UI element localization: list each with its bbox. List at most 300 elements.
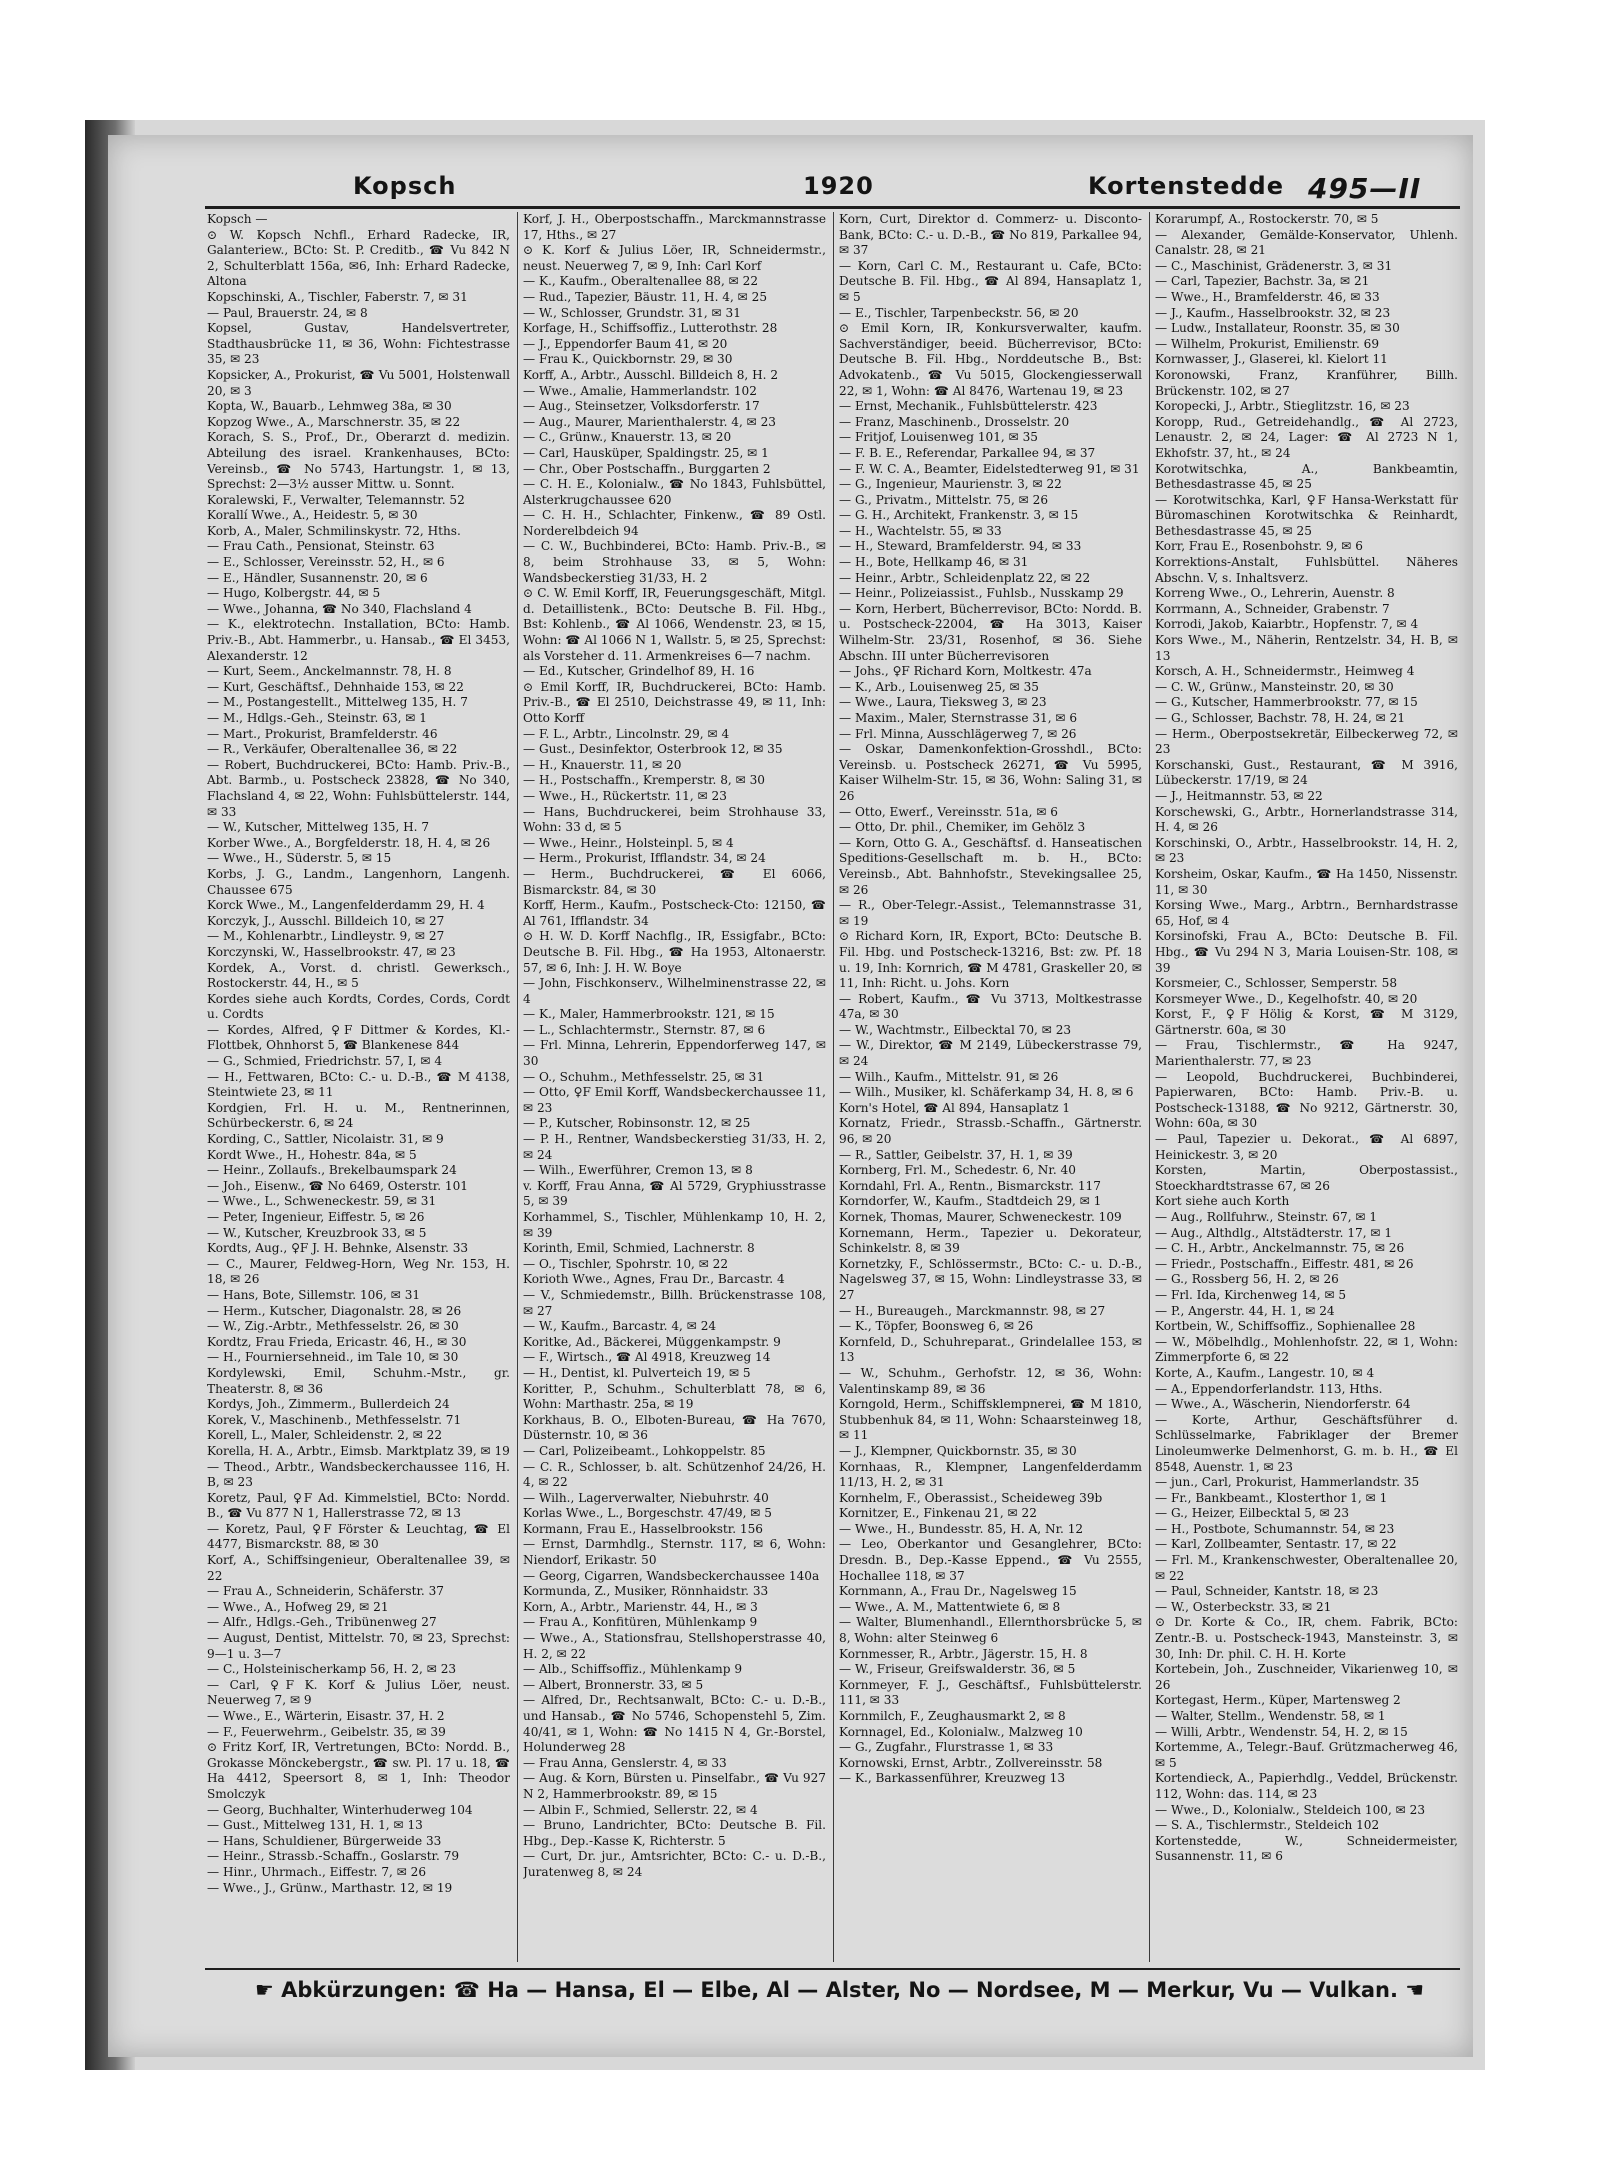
- directory-entry: Korndorfer, W., Kaufm., Stadtdeich 29, ✉ 1: [839, 1194, 1102, 1209]
- directory-entry: — Frl. Minna, Lehrerin, Eppendorferweg 147, ✉ 30: [523, 1038, 826, 1069]
- directory-entry: — R., Verkäufer, Oberaltenallee 36, ✉ 22: [207, 742, 458, 757]
- directory-entry: Korsinofski, Frau A., BCto: Deutsche B. Fil. Hbg., ☎ Vu 294 N 3, Maria Louisen-Str. 108, ✉ 39: [1155, 929, 1458, 975]
- directory-entry: — Frl. Ida, Kirchenweg 14, ✉ 5: [1155, 1287, 1347, 1302]
- directory-entry: — C. W., Grünw., Mansteinstr. 20, ✉ 30: [1155, 679, 1394, 694]
- directory-entry: — Wwe., J., Grünw., Marthastr. 12, ✉ 19: [207, 1880, 453, 1895]
- directory-entry: Koritke, Ad., Bäckerei, Müggenkampstr. 9: [523, 1334, 781, 1349]
- directory-entry: Korb, A., Maler, Schmilinskystr. 72, Hths.: [207, 523, 461, 538]
- directory-entry: Kornitzer, E., Finkenau 21, ✉ 22: [839, 1506, 1037, 1521]
- directory-entry: — Frau A., Schneiderin, Schäferstr. 37: [207, 1584, 444, 1599]
- directory-entry: — Paul, Schneider, Kantstr. 18, ✉ 23: [1155, 1584, 1379, 1599]
- directory-entry: Kornmeyer, F. J., Geschäftsf., Fuhlsbüttelerstr. 111, ✉ 33: [839, 1677, 1142, 1708]
- directory-entry: — K., Kaufm., Oberaltenallee 88, ✉ 22: [523, 274, 759, 289]
- directory-entry: — Albin F., Schmied, Sellerstr. 22, ✉ 4: [523, 1802, 758, 1817]
- directory-entry: — K., Töpfer, Boonsweg 6, ✉ 26: [839, 1319, 1034, 1334]
- directory-entry: — Aug., Maurer, Marienthalerstr. 4, ✉ 23: [523, 414, 777, 429]
- directory-entry: — Aug. & Korn, Bürsten u. Pinselfabr., ☎ Vu 927 N 2, Hammerbrookstr. 89, ✉ 15: [523, 1771, 826, 1801]
- directory-entry: ⊙ Emil Korn, IR, Konkursverwalter, kaufm. Sachverständiger, beeid. Bücherrevisor, BCto: Deutsche B. Fil. Hbg., Norddeutsche B., Bst: Advokatenb., ☎ Vu 5015, Glockengiesserwall 22, ✉ 1, Wohn: ☎ Al 8476, Wartenau 19, ✉ 23: [839, 321, 1142, 398]
- directory-entry: Kortebein, Joh., Zuschneider, Vikarienweg 10, ✉ 26: [1155, 1662, 1458, 1692]
- directory-entry: Korinth, Emil, Schmied, Lachnerstr. 8: [523, 1241, 755, 1256]
- directory-entry: — Wwe., Heinr., Holsteinpl. 5, ✉ 4: [523, 835, 734, 850]
- directory-entry: Korotwitschka, A., Bankbeamtin, Bethesdastrasse 45, ✉ 25: [1155, 461, 1458, 492]
- directory-entry: Korrodi, Jakob, Kaiarbtr., Hopfenstr. 7, ✉ 4: [1155, 617, 1419, 632]
- directory-entry: Koretz, Paul, ♀F Ad. Kimmelstiel, BCto: Nordd. B., ☎ Vu 877 N 1, Hallerstrasse 72, ✉ 13: [207, 1490, 510, 1521]
- header-last-entry: Kortenstedde: [1088, 172, 1285, 200]
- directory-entry: — Fritjof, Louisenweg 101, ✉ 35: [839, 430, 1038, 445]
- directory-entry: — Hans, Schuldiener, Bürgerweide 33: [207, 1833, 442, 1848]
- directory-entry: Kopta, W., Bauarb., Lehmweg 38a, ✉ 30: [207, 399, 452, 414]
- directory-entry: — Wwe., E., Wärterin, Eisastr. 37, H. 2: [207, 1709, 445, 1723]
- directory-entry: — R., Sattler, Geibelstr. 37, H. 1, ✉ 39: [839, 1147, 1073, 1162]
- directory-entry: — Heinr., Zollaufs., Brekelbaumspark 24: [207, 1163, 457, 1178]
- directory-entry: — Wwe., A., Wäscherin, Niendorferstr. 64: [1155, 1397, 1411, 1412]
- directory-entry: Kort siehe auch Korth: [1155, 1194, 1290, 1209]
- directory-entry: — W., Wachtmstr., Eilbecktal 70, ✉ 23: [839, 1022, 1072, 1037]
- directory-entry: Korioth Wwe., Agnes, Frau Dr., Barcastr. 4: [523, 1272, 785, 1287]
- footer-divider: [205, 1968, 1460, 1970]
- directory-entry: — Frau Anna, Genslerstr. 4, ✉ 33: [523, 1755, 727, 1770]
- directory-entry: Kopschinski, A., Tischler, Faberstr. 7, ✉ 31: [207, 289, 468, 304]
- directory-entry: — Wwe., A., Hofweg 29, ✉ 21: [207, 1599, 389, 1614]
- directory-entry: — Carl, Polizeibeamt., Lohkoppelstr. 85: [523, 1443, 766, 1458]
- directory-entry: — Koretz, Paul, ♀F Förster & Leuchtag, ☎ El 4477, Bismarckstr. 88, ✉ 30: [207, 1521, 510, 1552]
- directory-entry: — Heinr., Polizeiassist., Fuhlsb., Nusskamp 29: [839, 586, 1124, 601]
- directory-entry: — Herm., Buchdruckerei, ☎ El 6066, Bismarckstr. 84, ✉ 30: [523, 866, 826, 897]
- directory-entry: — V., Schmiedemstr., Billh. Brückenstrasse 108, ✉ 27: [523, 1287, 826, 1318]
- header-first-entry: Kopsch: [353, 172, 457, 200]
- page-header: [198, 172, 1468, 208]
- directory-entry: — Paul, Brauerstr. 24, ✉ 8: [207, 305, 368, 320]
- directory-entry: Koralewski, F., Verwalter, Telemannstr. 52: [207, 492, 465, 507]
- directory-entry: ⊙ H. W. D. Korff Nachflg., IR, Essigfabr., BCto: Deutsche B. Fil. Hbg., ☎ Ha 1953, Altonaerstr. 57, ✉ 6, Inh: J. H. W. Boye: [523, 929, 826, 975]
- directory-entry: — O., Schuhm., Methfesselstr. 25, ✉ 31: [523, 1069, 765, 1084]
- directory-entry: — Georg, Buchhalter, Winterhuderweg 104: [207, 1802, 473, 1817]
- directory-entry: Kornemann, Herm., Tapezier u. Dekorateur, Schinkelstr. 8, ✉ 39: [839, 1225, 1142, 1256]
- directory-entry: — W., Möbelhdlg., Mohlenhofstr. 22, ✉ 1, Wohn: Zimmerpforte 6, ✉ 22: [1155, 1334, 1458, 1365]
- directory-entry: Kornek, Thomas, Maurer, Schweneckestr. 109: [839, 1210, 1122, 1224]
- header-divider: [205, 206, 1460, 209]
- directory-entry: — Hugo, Kolbergstr. 44, ✉ 5: [207, 586, 381, 601]
- directory-entry: Korte, A., Kaufm., Langestr. 10, ✉ 4: [1155, 1365, 1375, 1380]
- directory-entry: Kornhaas, R., Klempner, Langenfelderdamm 11/13, H. 2, ✉ 31: [839, 1459, 1142, 1490]
- directory-entry: — W., Friseur, Greifswalderstr. 36, ✉ 5: [839, 1662, 1076, 1677]
- directory-entry: Korsmeier, C., Schlosser, Semperstr. 58: [1155, 976, 1398, 991]
- directory-entry: Korczyk, J., Ausschl. Billdeich 10, ✉ 27: [207, 913, 445, 928]
- abbreviations-footer: ☛ Abkürzungen: ☎ Ha — Hansa, El — Elbe, Al — Alster, No — Nordsee, M — Merkur, Vu — Vulkan. ☚: [255, 1978, 1425, 2002]
- directory-entry: Koronowski, Franz, Kranführer, Billh. Brückenstr. 102, ✉ 27: [1155, 367, 1458, 398]
- directory-entry: — Georg, Cigarren, Wandsbeckerchaussee 140a: [523, 1568, 820, 1583]
- directory-entry: — Leopold, Buchdruckerei, Buchbinderei, Papierwaren, BCto: Hamb. Priv.-B. u. Postscheck-13188, ☎ No 9212, Gärtnerstr. 30, Wohn: 60a, ✉ 30: [1155, 1069, 1458, 1131]
- directory-entry: Korell, L., Maler, Schleidenstr. 2, ✉ 22: [207, 1428, 443, 1443]
- directory-entry: — Frau K., Quickbornstr. 29, ✉ 30: [523, 352, 733, 367]
- directory-entry: — Alfr., Hdlgs.-Geh., Tribünenweg 27: [207, 1615, 437, 1630]
- directory-entry: — Kurt, Seem., Anckelmannstr. 78, H. 8: [207, 664, 452, 679]
- directory-entry: — Otto, ♀F Emil Korff, Wandsbeckerchaussee 11, ✉ 23: [523, 1085, 826, 1115]
- directory-entry: — W., Schlosser, Grundstr. 31, ✉ 31: [523, 305, 741, 320]
- directory-entry: — Robert, Kaufm., ☎ Vu 3713, Moltkestrasse 47a, ✉ 30: [839, 991, 1142, 1022]
- directory-entry: — Korte, Arthur, Geschäftsführer d. Schlüsselmarke, Fabriklager der Bremer Linoleumwerke Delmenhorst, G. m. b. H., ☎ El 8548, Auenstr. 1, ✉ 23: [1155, 1412, 1458, 1474]
- directory-entry: Korrektions-Anstalt, Fuhlsbüttel. Näheres Abschn. V, s. Inhaltsverz.: [1155, 555, 1458, 585]
- directory-entry: ⊙ Fritz Korf, IR, Vertretungen, BCto: Nordd. B., Grokasse Mönckebergstr., ☎ sw. Pl. 17 u. 18, ☎ Ha 4412, Speersort 8, ✉ 1, Inh: Theodor Smolczyk: [207, 1740, 510, 1801]
- directory-entry: Kopsch —: [207, 212, 268, 226]
- directory-entry: — H., Knauerstr. 11, ✉ 20: [523, 757, 682, 772]
- directory-entry: Korbs, J. G., Landm., Langenhorn, Langenh. Chaussee 675: [207, 866, 510, 897]
- directory-entry: — Wwe., H., Bramfelderstr. 46, ✉ 33: [1155, 289, 1380, 304]
- directory-entry: — Hans, Buchdruckerei, beim Strohhause 33, Wohn: 33 d, ✉ 5: [523, 804, 826, 835]
- directory-entry: Korkhaus, B. O., Elboten-Bureau, ☎ Ha 7670, Düsternstr. 10, ✉ 36: [523, 1412, 826, 1443]
- directory-entry: — R., Ober-Telegr.-Assist., Telemannstrasse 31, ✉ 19: [839, 898, 1142, 928]
- directory-entry: Kortenstedde, W., Schneidermeister, Susannenstr. 11, ✉ 6: [1155, 1833, 1458, 1864]
- directory-entry: Kornmann, A., Frau Dr., Nagelsweg 15: [839, 1584, 1077, 1599]
- directory-entry: — Alb., Schiffsoffiz., Mühlenkamp 9: [523, 1662, 743, 1677]
- directory-entry: — G., Schlosser, Bachstr. 78, H. 24, ✉ 21: [1155, 711, 1406, 725]
- directory-entry: — G., Rossberg 56, H. 2, ✉ 26: [1155, 1272, 1339, 1287]
- directory-entry: — G., Kutscher, Hammerbrookstr. 77, ✉ 15: [1155, 695, 1418, 710]
- directory-entry: — C. H. H., Schlachter, Finkenw., ☎ 89 Ostl. Norderelbdeich 94: [523, 508, 826, 538]
- directory-entry: Kornetzky, F., Schlössermstr., BCto: C.- u. D.-B., Nagelsweg 37, ✉ 15, Wohn: Lindleystrasse 33, ✉ 27: [839, 1256, 1142, 1302]
- directory-entry: Kormunda, Z., Musiker, Rönnhaidstr. 33: [523, 1584, 769, 1599]
- directory-entry: — Herm., Oberpostsekretär, Eilbeckerweg 72, ✉ 23: [1155, 726, 1458, 757]
- directory-entry: Kortemme, A., Telegr.-Bauf. Grützmacherweg 46, ✉ 5: [1155, 1740, 1458, 1770]
- directory-entry: Kornfeld, D., Schuhreparat., Grindelallee 153, ✉ 13: [839, 1334, 1142, 1365]
- directory-entry: — W., Kutscher, Kreuzbrook 33, ✉ 5: [207, 1225, 427, 1240]
- directory-entry: — Carl, Tapezier, Bachstr. 3a, ✉ 21: [1155, 274, 1370, 289]
- directory-entry: — Korn, Carl C. M., Restaurant u. Cafe, BCto: Deutsche B. Fil. Hbg., ☎ Al 894, Hansaplatz 1, ✉ 5: [839, 258, 1142, 304]
- directory-entry: — Ernst, Darmhdlg., Sternstr. 117, ✉ 6, Wohn: Niendorf, Erikastr. 50: [523, 1537, 826, 1568]
- directory-entry: Korf, A., Schiffsingenieur, Oberaltenallee 39, ✉ 22: [207, 1553, 510, 1583]
- directory-entry: Korn's Hotel, ☎ Al 894, Hansaplatz 1: [839, 1100, 1071, 1115]
- directory-entry: — Maxim., Maler, Sternstrasse 31, ✉ 6: [839, 711, 1078, 725]
- directory-entry: — J., Eppendorfer Baum 41, ✉ 20: [523, 336, 728, 351]
- directory-entry: Korsten, Martin, Oberpostassist., Stoeckhardtstrasse 67, ✉ 26: [1155, 1163, 1458, 1193]
- directory-entry: Koritter, P., Schuhm., Schulterblatt 78, ✉ 6, Wohn: Marthastr. 25a, ✉ 19: [523, 1381, 826, 1412]
- directory-entry: — F., Feuerwehrm., Geibelstr. 35, ✉ 39: [207, 1724, 446, 1739]
- directory-entry: — Gust., Desinfektor, Osterbrook 12, ✉ 35: [523, 742, 783, 757]
- directory-entry: — H., Postschaffn., Kremperstr. 8, ✉ 30: [523, 773, 765, 788]
- directory-entry: — L., Schlachtermstr., Sternstr. 87, ✉ 6: [523, 1022, 766, 1037]
- directory-entry: Kordylewski, Emil, Schuhm.-Mstr., gr. Theaterstr. 8, ✉ 36: [207, 1365, 510, 1396]
- directory-entry: — jun., Carl, Prokurist, Hammerlandstr. 35: [1155, 1475, 1420, 1490]
- directory-entry: — Leo, Oberkantor und Gesanglehrer, BCto: Dresdn. B., Dep.-Kasse Eppend., ☎ Vu 2555, Hochallee 118, ✉ 37: [839, 1537, 1142, 1583]
- directory-entry: — Carl, Hausküper, Spaldingstr. 25, ✉ 1: [523, 445, 769, 460]
- directory-entry: — O., Tischler, Spohrstr. 10, ✉ 22: [523, 1256, 729, 1271]
- directory-entry: — Walter, Blumenhandl., Ellernthorsbrücke 5, ✉ 8, Wohn: alter Steinweg 6: [839, 1615, 1142, 1646]
- directory-entry: — Wwe., A. M., Mattentwiete 6, ✉ 8: [839, 1599, 1061, 1614]
- directory-entry: Korst, F., ♀F Hölig & Korst, ☎ M 3129, Gärtnerstr. 60a, ✉ 30: [1155, 1007, 1458, 1037]
- directory-entry: — E., Tischler, Tarpenbeckstr. 56, ✉ 20: [839, 305, 1079, 320]
- directory-entry: — W., Kutscher, Mittelweg 135, H. 7: [207, 820, 430, 835]
- directory-entry: Korschewski, G., Arbtr., Hornerlandstrasse 314, H. 4, ✉ 26: [1155, 804, 1458, 835]
- directory-entry: Korarumpf, A., Rostockerstr. 70, ✉ 5: [1155, 212, 1379, 226]
- directory-entry: — Wwe., Amalie, Hammerlandstr. 102: [523, 383, 757, 398]
- directory-entry: — Korotwitschka, Karl, ♀F Hansa-Werkstatt für Büromaschinen Korotwitschka & Reinhardt, Bethesdastrasse 45, ✉ 25: [1155, 492, 1458, 538]
- directory-entry: — W., Direktor, ☎ M 2149, Lübeckerstrasse 79, ✉ 24: [839, 1038, 1142, 1069]
- directory-entry: Kornowski, Ernst, Arbtr., Zollvereinsstr. 58: [839, 1755, 1103, 1770]
- directory-entry: — W., Zig.-Arbtr., Methfesselstr. 26, ✉ 30: [207, 1319, 459, 1334]
- directory-entry: Kornnagel, Ed., Kolonialw., Malzweg 10: [839, 1724, 1083, 1739]
- directory-entry: — H., Fourniersehneid., im Tale 10, ✉ 30: [207, 1350, 459, 1365]
- directory-entry: Korlas Wwe., L., Borgeschstr. 47/49, ✉ 5: [523, 1506, 772, 1521]
- directory-column-4: [1155, 212, 1458, 1962]
- directory-entry: — H., Postbote, Schumannstr. 54, ✉ 23: [1155, 1521, 1395, 1536]
- directory-entry: — Fr., Bankbeamt., Klosterthor 1, ✉ 1: [1155, 1490, 1388, 1505]
- directory-entry: — F., Wirtsch., ☎ Al 4918, Kreuzweg 14: [523, 1350, 771, 1365]
- directory-entry: Korck Wwe., M., Langenfelderdamm 29, H. 4: [207, 898, 485, 913]
- directory-entry: — Aug., Steinsetzer, Volksdorferstr. 17: [523, 399, 760, 414]
- directory-entry: — F. B. E., Referendar, Parkallee 94, ✉ 37: [839, 445, 1096, 460]
- directory-entry: — H., Bote, Hellkamp 46, ✉ 31: [839, 555, 1029, 570]
- directory-entry: — Wwe., H., Rückertstr. 11, ✉ 23: [523, 788, 727, 803]
- directory-entry: — A., Eppendorferlandstr. 113, Hths.: [1155, 1381, 1383, 1396]
- directory-entry: — F. W. C. A., Beamter, Eidelstedterweg 91, ✉ 31: [839, 461, 1140, 476]
- directory-entry: Korr, Frau E., Rosenbohstr. 9, ✉ 6: [1155, 539, 1363, 554]
- directory-entry: Korn, A., Arbtr., Marienstr. 44, H., ✉ 3: [523, 1599, 758, 1614]
- directory-entry: Kordtz, Frau Frieda, Ericastr. 46, H., ✉ 30: [207, 1334, 467, 1349]
- directory-entry: — Herm., Prokurist, Ifflandstr. 34, ✉ 24: [523, 851, 766, 866]
- directory-entry: — John, Fischkonserv., Wilhelminenstrasse 22, ✉ 4: [523, 976, 826, 1006]
- directory-entry: v. Korff, Frau Anna, ☎ Al 5729, Gryphiusstrasse 5, ✉ 39: [523, 1178, 826, 1209]
- directory-entry: — J., Kaufm., Hasselbrookstr. 32, ✉ 23: [1155, 305, 1391, 320]
- directory-entry: Korrmann, A., Schneider, Grabenstr. 7: [1155, 601, 1390, 616]
- directory-entry: — Johs., ♀F Richard Korn, Moltkestr. 47a: [839, 664, 1092, 679]
- directory-entry: Korf, J. H., Oberpostschaffn., Marckmannstrasse 17, Hths., ✉ 27: [523, 212, 826, 242]
- directory-entry: Kortegast, Herm., Küper, Martensweg 2: [1155, 1693, 1401, 1708]
- directory-entry: Kornmesser, R., Arbtr., Jägerstr. 15, H. 8: [839, 1646, 1088, 1661]
- directory-entry: Korsing Wwe., Marg., Arbtrn., Bernhardstrasse 65, Hof, ✉ 4: [1155, 898, 1458, 928]
- directory-entry: ⊙ C. W. Emil Korff, IR, Feuerungsgeschäft, Mitgl. d. Detaillistenk., BCto: Deutsche B. Fil. Hbg., Bst: Kohlenb., ☎ Al 1066, Wendenstr. 23, ✉ 15, Wohn: ☎ Al 1066 N 1, Wallstr. 5, ✉ 25, Sprechst: als Vorsteher d. 11. Armenkreises 6—7 nachm.: [523, 586, 826, 663]
- directory-entry: — Frau Cath., Pensionat, Steinstr. 63: [207, 539, 435, 554]
- directory-entry: — P. H., Rentner, Wandsbeckerstieg 31/33, H. 2, ✉ 24: [523, 1132, 826, 1162]
- directory-entry: Kording, C., Sattler, Nicolaistr. 31, ✉ 9: [207, 1132, 444, 1147]
- directory-entry: — J., Heitmannstr. 53, ✉ 22: [1155, 788, 1323, 803]
- directory-entry: — Wilh., Lagerverwalter, Niebuhrstr. 40: [523, 1490, 769, 1505]
- directory-entry: — Kurt, Geschäftsf., Dehnhaide 153, ✉ 22: [207, 679, 464, 694]
- directory-column-3: [839, 212, 1142, 1962]
- directory-entry: — Walter, Stellm., Wendenstr. 58, ✉ 1: [1155, 1709, 1386, 1723]
- directory-entry: Korek, V., Maschinenb., Methfesselstr. 71: [207, 1412, 462, 1427]
- directory-entry: Korach, S. S., Prof., Dr., Oberarzt d. medizin. Abteilung des israel. Krankenhauses, BCto: Vereinsb., ☎ No 5743, Hartungstr. 1, ✉ 13, Sprechst: 2—3½ ausser Mittw. u. Sonnt.: [207, 430, 510, 492]
- directory-entry: — F. L., Arbtr., Lincolnstr. 29, ✉ 4: [523, 726, 730, 741]
- directory-entry: — J., Klempner, Quickbornstr. 35, ✉ 30: [839, 1443, 1077, 1458]
- directory-entry: Kordt Wwe., H., Hohestr. 84a, ✉ 5: [207, 1147, 417, 1162]
- directory-entry: — Hans, Bote, Sillemstr. 106, ✉ 31: [207, 1287, 421, 1302]
- directory-entry: — K., elektrotechn. Installation, BCto: Hamb. Priv.-B., Abt. Hammerbr., u. Hansab., ☎ El 3453, Alexanderstr. 12: [207, 617, 510, 663]
- column-divider: [1149, 212, 1150, 1962]
- directory-entry: Korreng Wwe., O., Lehrerin, Auenstr. 8: [1155, 586, 1395, 601]
- directory-entry: — Wilh., Musiker, kl. Schäferkamp 34, H. 8, ✉ 6: [839, 1085, 1134, 1100]
- directory-entry: — E., Schlosser, Vereinsstr. 52, H., ✉ 6: [207, 555, 445, 570]
- directory-entry: Koropp, Rud., Getreidehandlg., ☎ Al 2723, Lenaustr. 2, ✉ 24, Lager: ☎ Al 2723 N 1, Ekhofstr. 37, ht., ✉ 24: [1155, 414, 1458, 460]
- directory-entry: — Wwe., D., Kolonialw., Steldeich 100, ✉ 23: [1155, 1802, 1426, 1817]
- directory-entry: — H., Fettwaren, BCto: C.- u. D.-B., ☎ M 4138, Steintwiete 23, ✉ 11: [207, 1069, 510, 1100]
- directory-entry: Korczynski, W., Hasselbrookstr. 47, ✉ 23: [207, 944, 456, 959]
- directory-entry: Kordek, A., Vorst. d. christl. Gewerksch., Rostockerstr. 44, H., ✉ 5: [207, 960, 510, 991]
- directory-entry: — Paul, Tapezier u. Dekorat., ☎ Al 6897, Heinickestr. 3, ✉ 20: [1155, 1132, 1458, 1162]
- directory-columns: [205, 212, 1465, 1962]
- directory-entry: — Herm., Kutscher, Diagonalstr. 28, ✉ 26: [207, 1303, 462, 1318]
- directory-entry: — C. H., Arbtr., Anckelmannstr. 75, ✉ 26: [1155, 1241, 1405, 1256]
- directory-entry: — Heinr., Arbtr., Schleidenplatz 22, ✉ 22: [839, 570, 1091, 585]
- directory-entry: Kormann, Frau E., Hasselbrookstr. 156: [523, 1521, 763, 1536]
- directory-entry: Kornhelm, F., Oberassist., Scheideweg 39b: [839, 1490, 1103, 1505]
- directory-entry: — C., Maurer, Feldweg-Horn, Weg Nr. 153, H. 18, ✉ 26: [207, 1256, 510, 1287]
- directory-entry: Kordgien, Frl. H. u. M., Rentnerinnen, Schürbeckerstr. 6, ✉ 24: [207, 1100, 510, 1131]
- directory-entry: — H., Wachtelstr. 55, ✉ 33: [839, 523, 1002, 538]
- directory-entry: — G. H., Architekt, Frankenstr. 3, ✉ 15: [839, 508, 1079, 523]
- directory-entry: — Heinr., Strassb.-Schaffn., Goslarstr. 79: [207, 1849, 460, 1864]
- directory-entry: — Willi, Arbtr., Wendenstr. 54, H. 2, ✉ 15: [1155, 1724, 1408, 1739]
- directory-entry: — Alfred, Dr., Rechtsanwalt, BCto: C.- u. D.-B., und Hansab., ☎ No 5746, Schopenstehl 5, Zim. 40/41, ✉ 1, Wohn: ☎ No 1415 N 4, Gr.-Borstel, Holunderweg 28: [523, 1693, 826, 1755]
- directory-entry: — Franz, Maschinenb., Drosselstr. 20: [839, 414, 1070, 429]
- directory-entry: — Otto, Dr. phil., Chemiker, im Gehölz 3: [839, 820, 1086, 835]
- directory-entry: — G., Heizer, Eilbecktal 5, ✉ 23: [1155, 1506, 1350, 1521]
- directory-entry: — Joh., Eisenw., ☎ No 6469, Osterstr. 101: [207, 1178, 468, 1193]
- directory-entry: — Chr., Ober Postschaffn., Burggarten 2: [523, 461, 771, 476]
- directory-entry: — Frl. Minna, Ausschlägerweg 7, ✉ 26: [839, 726, 1077, 741]
- directory-entry: — H., Bureaugeh., Marckmannstr. 98, ✉ 27: [839, 1303, 1106, 1318]
- directory-entry: ⊙ Richard Korn, IR, Export, BCto: Deutsche B. Fil. Hbg. und Postscheck-13216, Bst: zw. Pf. 18 u. 19, Inh: Kornrich, ☎ M 4781, Graskeller 20, ✉ 11, Inh: Richt. u. Johs. Korn: [839, 929, 1142, 991]
- directory-entry: — Ernst, Mechanik., Fuhlsbüttelerstr. 423: [839, 399, 1098, 414]
- directory-entry: Korff, A., Arbtr., Ausschl. Billdeich 8, H. 2: [523, 367, 779, 382]
- directory-entry: — Wwe., L., Schweneckestr. 59, ✉ 31: [207, 1194, 437, 1209]
- directory-entry: — W., Osterbeckstr. 33, ✉ 21: [1155, 1599, 1332, 1614]
- directory-entry: — Wilhelm, Prokurist, Emilienstr. 69: [1155, 336, 1380, 351]
- directory-entry: — C. H. E., Kolonialw., ☎ No 1843, Fuhlsbüttel, Alsterkrugchaussee 620: [523, 477, 826, 507]
- directory-entry: Korsch, A. H., Schneidermstr., Heimweg 4: [1155, 664, 1415, 679]
- directory-entry: Korallí Wwe., A., Heidestr. 5, ✉ 30: [207, 508, 418, 523]
- directory-entry: — Oskar, Damenkonfektion-Grosshdl., BCto: Vereinsb. u. Postscheck 26271, ☎ Vu 5995, Kaiser Wilhelm-Str. 15, ✉ 36, Wohn: Saling 31, ✉ 26: [839, 742, 1142, 803]
- directory-entry: Korhammel, S., Tischler, Mühlenkamp 10, H. 2, ✉ 39: [523, 1210, 826, 1240]
- directory-entry: — G., Privatm., Mittelstr. 75, ✉ 26: [839, 492, 1049, 507]
- directory-entry: Kordts, Aug., ♀F J. H. Behnke, Alsenstr. 33: [207, 1241, 469, 1256]
- directory-entry: — Theod., Arbtr., Wandsbeckerchaussee 116, H. B, ✉ 23: [207, 1459, 510, 1490]
- directory-entry: — Otto, Ewerf., Vereinsstr. 51a, ✉ 6: [839, 804, 1058, 819]
- directory-entry: Korngold, Herm., Schiffsklempnerei, ☎ M 1810, Stubbenhuk 84, ✉ 11, Wohn: Schaarsteinweg 18, ✉ 11: [839, 1397, 1142, 1443]
- directory-entry: — P., Angerstr. 44, H. 1, ✉ 24: [1155, 1303, 1335, 1318]
- directory-entry: — Wilh., Kaufm., Mittelstr. 91, ✉ 26: [839, 1069, 1059, 1084]
- directory-entry: — Carl, ♀F K. Korf & Julius Löer, neust. Neuerweg 7, ✉ 9: [207, 1677, 510, 1708]
- directory-entry: — August, Dentist, Mittelstr. 70, ✉ 23, Sprechst: 9—1 u. 3—7: [207, 1631, 510, 1661]
- directory-entry: — Curt, Dr. jur., Amtsrichter, BCto: C.- u. D.-B., Juratenweg 8, ✉ 24: [523, 1849, 826, 1879]
- directory-entry: Kopsicker, A., Prokurist, ☎ Vu 5001, Holstenwall 20, ✉ 3: [207, 367, 510, 398]
- directory-entry: Korndahl, Frl. A., Rentn., Bismarckstr. 117: [839, 1178, 1101, 1193]
- directory-entry: — C., Maschinist, Grädenerstr. 3, ✉ 31: [1155, 258, 1393, 273]
- directory-entry: — Ed., Kutscher, Grindelhof 89, H. 16: [523, 664, 755, 679]
- directory-entry: ⊙ Emil Korff, IR, Buchdruckerei, BCto: Hamb. Priv.-B., ☎ El 2510, Deichstrasse 49, ✉ 11, Inh: Otto Korff: [523, 679, 826, 725]
- directory-entry: — Bruno, Landrichter, BCto: Deutsche B. Fil. Hbg., Dep.-Kasse K, Richterstr. 5: [523, 1818, 826, 1848]
- directory-entry: — Frau, Tischlermstr., ☎ Ha 9247, Marienthalerstr. 77, ✉ 23: [1155, 1038, 1458, 1069]
- directory-entry: Korsmeyer Wwe., D., Kegelhofstr. 40, ✉ 20: [1155, 991, 1418, 1006]
- directory-entry: Korschanski, Gust., Restaurant, ☎ M 3916, Lübeckerstr. 17/19, ✉ 24: [1155, 757, 1458, 788]
- directory-entry: — Kordes, Alfred, ♀F Dittmer & Kordes, Kl.-Flottbek, Ohnhorst 5, ☎ Blankenese 844: [207, 1022, 510, 1053]
- directory-entry: Korn, Curt, Direktor d. Commerz- u. Disconto-Bank, BCto: C.- u. D.-B., ☎ No 819, Parkallee 94, ✉ 37: [839, 212, 1142, 258]
- directory-entry: — C., Holsteinischerkamp 56, H. 2, ✉ 23: [207, 1662, 457, 1677]
- directory-entry: — S. A., Tischlermstr., Steldeich 102: [1155, 1818, 1380, 1833]
- directory-entry: — G., Schmied, Friedrichstr. 57, I, ✉ 4: [207, 1054, 443, 1069]
- column-divider: [833, 212, 834, 1962]
- directory-entry: ⊙ W. Kopsch Nchfl., Erhard Radecke, IR, Galanteriew., BCto: St. P. Creditb., ☎ Vu 842 N 2, Schulterblatt 156a, ✉6, Inh: Erhard Radecke, Altona: [207, 227, 510, 289]
- directory-entry: Kortbein, W., Schiffsoffiz., Sophienallee 28: [1155, 1319, 1416, 1334]
- directory-entry: — Korn, Herbert, Bücherrevisor, BCto: Nordd. B. u. Postscheck-22004, ☎ Ha 3013, Kaiser Wilhelm-Str. 23/31, Rosenhof, ✉ 36. Siehe Abschn. III unter Bücherrevisoren: [839, 601, 1142, 663]
- directory-entry: — H., Dentist, kl. Pulverteich 19, ✉ 5: [523, 1365, 751, 1380]
- directory-entry: — Rud., Tapezier, Bäustr. 11, H. 4, ✉ 25: [523, 289, 768, 304]
- directory-entry: — Frau A., Konfitüren, Mühlenkamp 9: [523, 1615, 758, 1630]
- directory-entry: — M., Kohlenarbtr., Lindleystr. 9, ✉ 27: [207, 929, 445, 944]
- directory-entry: — W., Kaufm., Barcastr. 4, ✉ 24: [523, 1319, 717, 1334]
- directory-entry: — Albert, Bronnerstr. 33, ✉ 5: [523, 1677, 704, 1692]
- directory-column-2: [523, 212, 826, 1962]
- directory-entry: Korff, Herm., Kaufm., Postscheck-Cto: 12150, ☎ Al 761, Ifflandstr. 34: [523, 898, 826, 928]
- directory-entry: — Friedr., Postschaffn., Eiffestr. 481, ✉ 26: [1155, 1256, 1414, 1271]
- directory-entry: — Wwe., A., Stationsfrau, Stellshoperstrasse 40, H. 2, ✉ 22: [523, 1631, 826, 1661]
- directory-entry: Korschinski, O., Arbtr., Hasselbrookstr. 14, H. 2, ✉ 23: [1155, 835, 1458, 866]
- directory-entry: Koropecki, J., Arbtr., Stieglitzstr. 16, ✉ 23: [1155, 399, 1410, 414]
- directory-entry: — Wwe., H., Bundesstr. 85, H. A, Nr. 12: [839, 1521, 1084, 1536]
- directory-entry: — Peter, Ingenieur, Eiffestr. 5, ✉ 26: [207, 1210, 425, 1224]
- directory-entry: — M., Hdlgs.-Geh., Steinstr. 63, ✉ 1: [207, 711, 427, 725]
- directory-entry: — Hinr., Uhrmach., Eiffestr. 7, ✉ 26: [207, 1864, 427, 1879]
- directory-entry: — Frl. M., Krankenschwester, Oberaltenallee 20, ✉ 22: [1155, 1553, 1458, 1583]
- directory-entry: — G., Zugfahr., Flurstrasse 1, ✉ 33: [839, 1740, 1054, 1755]
- directory-entry: — Ludw., Installateur, Roonstr. 35, ✉ 30: [1155, 321, 1400, 336]
- directory-entry: — C., Grünw., Knauerstr. 13, ✉ 20: [523, 430, 732, 445]
- directory-entry: Kornmilch, F., Zeughausmarkt 2, ✉ 8: [839, 1709, 1066, 1723]
- directory-entry: Kornatz, Friedr., Strassb.-Schaffn., Gärtnerstr. 96, ✉ 20: [839, 1116, 1142, 1147]
- directory-entry: Kopzog Wwe., A., Marschnerstr. 35, ✉ 22: [207, 414, 461, 429]
- directory-entry: — P., Kutscher, Robinsonstr. 12, ✉ 25: [523, 1116, 751, 1131]
- page-number: 495—II: [1308, 172, 1422, 205]
- directory-entry: — Robert, Buchdruckerei, BCto: Hamb. Priv.-B., Abt. Barmb., u. Postscheck 23828, ☎ No 340, Flachsland 4, ✉ 22, Wohn: Fuhlsbüttelerstr. 144, ✉ 33: [207, 757, 510, 819]
- directory-entry: — Wwe., H., Süderstr. 5, ✉ 15: [207, 851, 392, 866]
- column-divider: [517, 212, 518, 1962]
- directory-entry: Korsheim, Oskar, Kaufm., ☎ Ha 1450, Nissenstr. 11, ✉ 30: [1155, 866, 1458, 897]
- directory-entry: Kornberg, Frl. M., Schedestr. 6, Nr. 40: [839, 1163, 1076, 1178]
- directory-entry: — K., Barkassenführer, Kreuzweg 13: [839, 1771, 1066, 1786]
- directory-entry: Kors Wwe., M., Näherin, Rentzelstr. 34, H. B, ✉ 13: [1155, 633, 1458, 663]
- directory-entry: — Korn, Otto G. A., Geschäftsf. d. Hanseatischen Speditions-Gesellschaft m. b. H., BCto: Vereinsb., Abt. Bahnhofstr., Stevekingsallee 25, ✉ 26: [839, 835, 1142, 897]
- directory-entry: ⊙ K. Korf & Julius Löer, IR, Schneidermstr., neust. Neuerweg 7, ✉ 9, Inh: Carl Korf: [523, 243, 826, 273]
- directory-entry: — Wwe., Laura, Tieksweg 3, ✉ 23: [839, 695, 1047, 710]
- directory-entry: — C. W., Buchbinderei, BCto: Hamb. Priv.-B., ✉ 8, beim Strohhause 33, ✉ 5, Wohn: Wandsbeckerstieg 31/33, H. 2: [523, 539, 826, 585]
- directory-entry: Kordes siehe auch Kordts, Cordes, Cords, Cordt u. Cordts: [207, 991, 510, 1022]
- directory-column-1: [207, 212, 510, 1962]
- directory-entry: Korella, H. A., Arbtr., Eimsb. Marktplatz 39, ✉ 19: [207, 1443, 510, 1458]
- directory-entry: — M., Postangestellt., Mittelweg 135, H. 7: [207, 695, 468, 710]
- directory-entry: Kopsel, Gustav, Handelsvertreter, Stadthausbrücke 11, ✉ 36, Wohn: Fichtestrasse 35, ✉ 23: [207, 321, 510, 367]
- directory-entry: — Aug., Rollfuhrw., Steinstr. 67, ✉ 1: [1155, 1210, 1378, 1224]
- directory-entry: — Gust., Mittelweg 131, H. 1, ✉ 13: [207, 1818, 423, 1833]
- directory-entry: Korber Wwe., A., Borgfelderstr. 18, H. 4, ✉ 26: [207, 835, 491, 850]
- directory-entry: — Alexander, Gemälde-Konservator, Uhlenh. Canalstr. 28, ✉ 21: [1155, 227, 1458, 258]
- directory-entry: — G., Ingenieur, Maurienstr. 3, ✉ 22: [839, 477, 1062, 492]
- directory-entry: — K., Arb., Louisenweg 25, ✉ 35: [839, 679, 1039, 694]
- directory-entry: Kornwasser, J., Glaserei, kl. Kielort 11: [1155, 352, 1388, 367]
- directory-entry: Korfage, H., Schiffsoffiz., Lutterothstr. 28: [523, 321, 778, 336]
- directory-entry: — Karl, Zollbeamter, Sentastr. 17, ✉ 22: [1155, 1537, 1397, 1552]
- directory-entry: Kordys, Joh., Zimmerm., Bullerdeich 24: [207, 1397, 450, 1412]
- directory-entry: — Mart., Prokurist, Bramfelderstr. 46: [207, 726, 438, 741]
- directory-entry: Kortendieck, A., Papierhdlg., Veddel, Brückenstr. 112, Wohn: das. 114, ✉ 23: [1155, 1771, 1458, 1801]
- directory-entry: — Wilh., Ewerführer, Cremon 13, ✉ 8: [523, 1163, 753, 1178]
- directory-entry: — W., Schuhm., Gerhofstr. 12, ✉ 36, Wohn: Valentinskamp 89, ✉ 36: [839, 1365, 1142, 1396]
- directory-entry: — Wwe., Johanna, ☎ No 340, Flachsland 4: [207, 601, 472, 616]
- directory-entry: — H., Steward, Bramfelderstr. 94, ✉ 33: [839, 539, 1082, 554]
- header-year: 1920: [803, 172, 874, 200]
- directory-entry: — E., Händler, Susannenstr. 20, ✉ 6: [207, 570, 428, 585]
- directory-entry: — C. R., Schlosser, b. alt. Schützenhof 24/26, H. 4, ✉ 22: [523, 1459, 826, 1490]
- directory-entry: — Aug., Althdlg., Altstädterstr. 17, ✉ 1: [1155, 1225, 1393, 1240]
- directory-entry: ⊙ Dr. Korte & Co., IR, chem. Fabrik, BCto: Zentr.-B. u. Postscheck-1943, Mansteinstr. 3, ✉ 30, Inh: Dr. phil. C. H. H. Korte: [1155, 1615, 1458, 1661]
